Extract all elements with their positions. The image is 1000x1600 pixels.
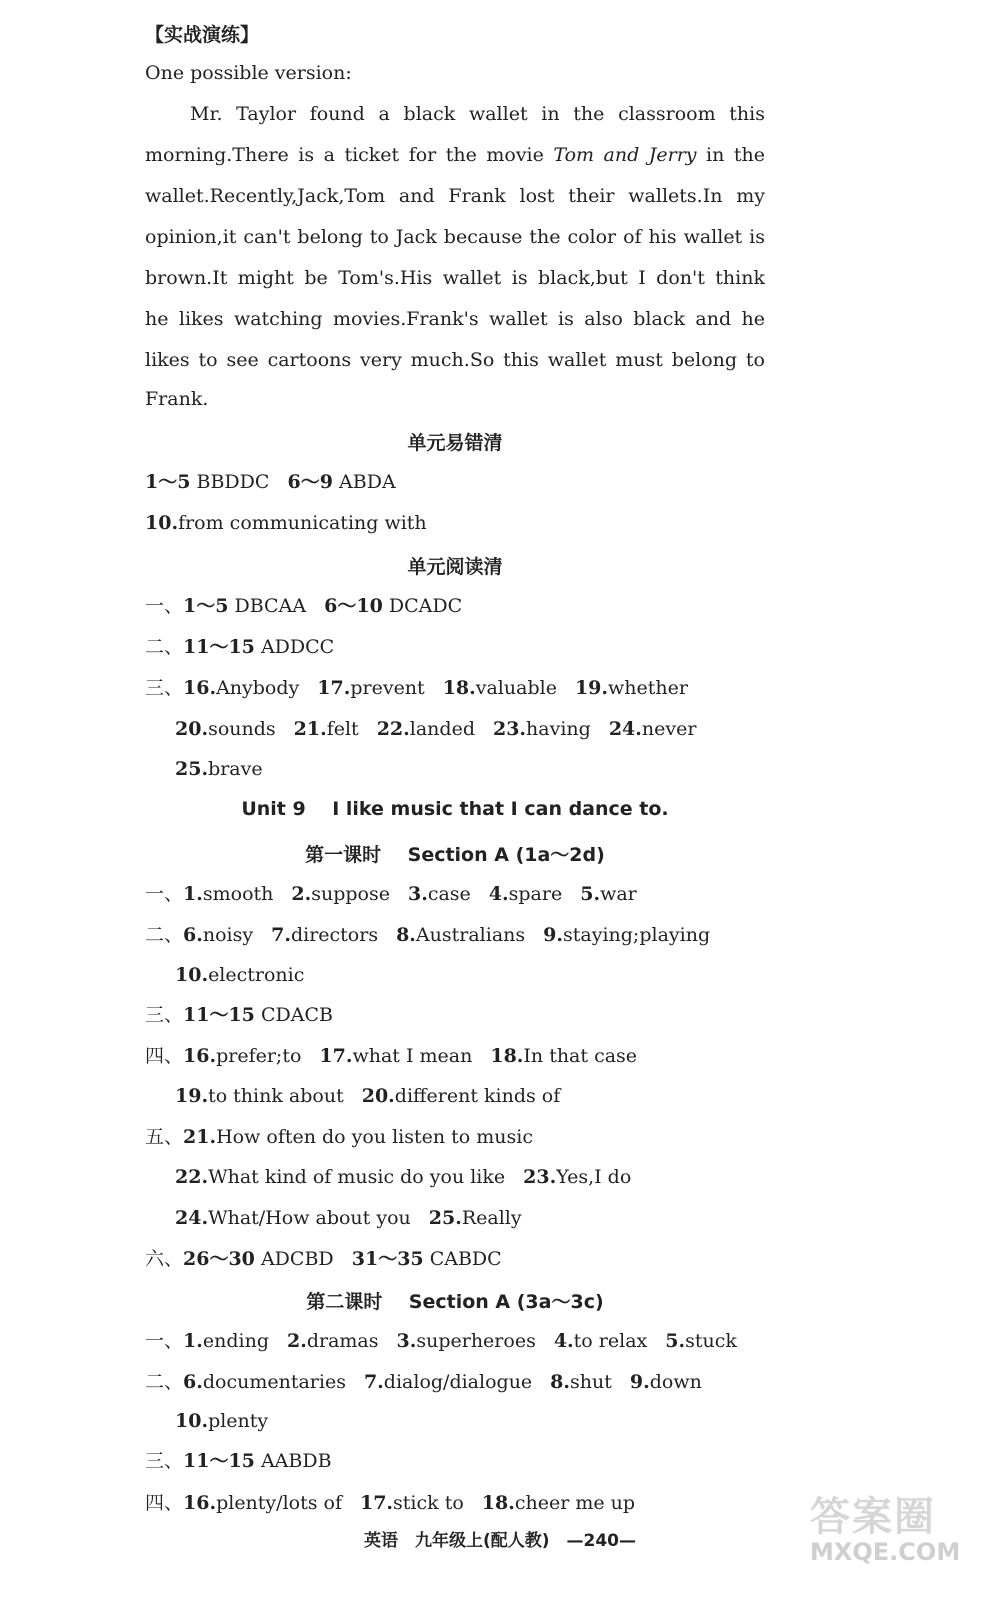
- item-answer: stuck: [685, 1330, 737, 1352]
- item-answer: What kind of music do you like: [208, 1166, 506, 1188]
- item-number: 9.: [543, 924, 563, 946]
- answer-item: [175, 1085, 344, 1107]
- answer-row: 二、6.documentaries 7.dialog/dialogue 8.shut 9.down: [145, 1371, 702, 1393]
- item-answer: dialog/dialogue: [383, 1371, 533, 1393]
- section-title-mistakes: 单元易错清: [407, 432, 503, 454]
- answer-item: [175, 758, 263, 780]
- answer-row: 一、1.ending 2.dramas 3.superheroes 4.to relax 5.stuck: [145, 1330, 737, 1352]
- item-answer: to think about: [208, 1085, 344, 1107]
- item-answer: case: [427, 883, 471, 905]
- answer-item: [291, 883, 390, 905]
- answer-item: [183, 1126, 533, 1148]
- answer-item: [493, 718, 591, 740]
- item-answer: directors: [290, 924, 379, 946]
- page-footer: 英语 九年级上(配人教) —240—: [363, 1531, 637, 1551]
- item-number: 7.: [363, 1371, 384, 1393]
- item-number: 24.: [608, 718, 642, 740]
- answer-row: 一、1.smooth 2.suppose 3.case 4.spare 5.war: [145, 883, 637, 905]
- answer-row: 二、6.noisy 7.directors 8.Australians 9.staying;playing: [145, 924, 711, 946]
- answer-item: [543, 924, 710, 946]
- item-number: 3.: [407, 883, 428, 905]
- answer-item: [175, 718, 276, 740]
- answer-row: [175, 1408, 268, 1434]
- item-number: 5.: [665, 1330, 686, 1352]
- item-answer: having: [526, 718, 591, 740]
- answer-item: [575, 677, 688, 699]
- item-answer: staying;playing: [563, 924, 711, 946]
- item-number: 1.: [183, 883, 203, 905]
- item-answer: valuable: [475, 677, 557, 699]
- item-number: 4.: [488, 883, 509, 905]
- answer-item: [183, 883, 273, 905]
- item-number: 22.: [376, 718, 410, 740]
- watermark-en: MXQE.COM: [810, 1538, 961, 1566]
- answer-item: [665, 1330, 737, 1352]
- item-answer: plenty: [208, 1410, 269, 1432]
- item-number: 22.: [175, 1166, 209, 1188]
- item-answer: shut: [570, 1371, 612, 1393]
- item-answer: suppose: [311, 883, 390, 905]
- item-number: 17.: [359, 1492, 394, 1514]
- item-number: 25.: [428, 1207, 462, 1229]
- answer-row: 五、21.How often do you listen to music: [145, 1126, 534, 1148]
- item-number: 3.: [396, 1330, 417, 1352]
- item-answer: noisy: [202, 924, 254, 946]
- item-number: 16.: [183, 1492, 217, 1514]
- item-number: 2.: [286, 1330, 307, 1352]
- item-answer: plenty/lots of: [216, 1492, 342, 1514]
- passage-line-5: brown.It might be Tom's.His wallet is black,but I don't think: [145, 267, 765, 289]
- unit-title: Unit 9 I like music that I can dance to.: [241, 798, 669, 820]
- item-answer: What/How about you: [208, 1207, 411, 1229]
- answer-item: [408, 883, 471, 905]
- section-heading-practice: 【实战演练】: [145, 24, 260, 46]
- passage-line-1: Mr. Taylor found a black wallet in the classroom this: [190, 103, 765, 125]
- item-number: 1.: [183, 1330, 203, 1352]
- watermark-cn: 答案圈: [810, 1494, 936, 1540]
- answer-item: [175, 1207, 411, 1229]
- answer-item: [443, 677, 557, 699]
- item-answer: prefer;to: [216, 1045, 302, 1067]
- passage-line-6: he likes watching movies.Frank's wallet is also black and he: [145, 308, 765, 330]
- item-number: 18.: [490, 1045, 524, 1067]
- answer-row: 10.from communicating with: [145, 512, 427, 534]
- item-number: 19.: [175, 1085, 209, 1107]
- item-number: 21.: [183, 1126, 217, 1148]
- item-number: 23.: [523, 1166, 557, 1188]
- item-answer: felt: [326, 718, 359, 740]
- item-answer: cheer me up: [514, 1492, 636, 1514]
- answer-item: [550, 1371, 612, 1393]
- answer-item: [429, 1207, 522, 1229]
- answer-item: [183, 677, 299, 699]
- answer-item: [489, 883, 562, 905]
- item-number: 10.: [175, 1410, 209, 1432]
- movie-title: Tom and Jerry: [553, 144, 697, 166]
- item-answer: down: [649, 1371, 702, 1393]
- answer-item: [319, 1045, 472, 1067]
- item-answer: smooth: [202, 883, 274, 905]
- item-answer: documentaries: [202, 1371, 346, 1393]
- item-answer: what I mean: [352, 1045, 473, 1067]
- answer-item: [490, 1045, 637, 1067]
- answer-row: [175, 962, 304, 988]
- answer-item: [183, 1492, 342, 1514]
- answer-item: [271, 924, 378, 946]
- answer-item: [175, 1166, 505, 1188]
- answer-item: [317, 677, 424, 699]
- item-answer: Anybody: [216, 677, 300, 699]
- answer-row: 1～5 BBDDC 6～9 ABDA: [145, 471, 396, 493]
- item-number: 24.: [175, 1207, 209, 1229]
- item-answer: never: [641, 718, 697, 740]
- item-number: 17.: [317, 677, 351, 699]
- item-number: 18.: [442, 677, 476, 699]
- answer-row: 三、11～15 CDACB: [145, 1004, 333, 1026]
- answer-item: [580, 883, 637, 905]
- item-number: 2.: [291, 883, 312, 905]
- answer-row: 二、11～15 ADDCC: [145, 636, 335, 658]
- item-answer: superheroes: [416, 1330, 536, 1352]
- item-number: 8.: [396, 924, 416, 946]
- item-number: 6.: [183, 1371, 203, 1393]
- answer-item: [377, 718, 475, 740]
- answer-item: [183, 924, 253, 946]
- answer-row: 四、16.plenty/lots of 17.stick to 18.cheer me up: [145, 1492, 636, 1514]
- passage-line-7: likes to see cartoons very much.So this wallet must belong to: [145, 349, 765, 371]
- answer-row: [175, 1164, 631, 1190]
- answer-item: [630, 1371, 702, 1393]
- lesson-title-2: 第二课时 Section A (3a～3c): [306, 1291, 604, 1313]
- item-number: 9.: [629, 1371, 650, 1393]
- answer-item: [523, 1166, 631, 1188]
- item-number: 23.: [492, 718, 527, 740]
- passage-line-8: Frank.: [145, 388, 209, 410]
- answer-row: 一、1～5 DBCAA 6～10 DCADC: [145, 595, 463, 617]
- answer-item: [175, 964, 304, 986]
- item-answer: spare: [508, 883, 563, 905]
- answer-item: [183, 1330, 269, 1352]
- answer-row: [175, 1205, 522, 1231]
- item-number: 20.: [361, 1085, 395, 1107]
- answer-item: [183, 1045, 301, 1067]
- item-answer: dramas: [306, 1330, 379, 1352]
- answer-item: [183, 1371, 346, 1393]
- answer-row: [175, 716, 696, 742]
- answer-row: [175, 1083, 560, 1109]
- answer-item: [482, 1492, 635, 1514]
- item-number: 7.: [271, 924, 291, 946]
- answer-row: 六、26～30 ADCBD 31～35 CABDC: [145, 1248, 502, 1270]
- answer-item: [294, 718, 359, 740]
- item-answer: whether: [608, 677, 688, 699]
- answer-row: 三、11～15 AABDB: [145, 1450, 332, 1472]
- answer-item: [397, 1330, 536, 1352]
- passage-line-3: wallet.Recently,Jack,Tom and Frank lost their wallets.In my: [145, 185, 765, 207]
- watermark-logo: [810, 1485, 975, 1590]
- item-number: 20.: [175, 718, 209, 740]
- item-number: 6.: [183, 924, 203, 946]
- answer-row: 四、16.prefer;to 17.what I mean 18.In that case: [145, 1045, 638, 1067]
- answer-row: [175, 756, 263, 782]
- answer-item: [362, 1085, 561, 1107]
- item-answer: Yes,I do: [556, 1166, 632, 1188]
- item-number: 4.: [553, 1330, 574, 1352]
- item-answer: Really: [461, 1207, 522, 1229]
- item-number: 19.: [574, 677, 608, 699]
- item-answer: to relax: [573, 1330, 648, 1352]
- section-title-reading: 单元阅读清: [407, 556, 503, 578]
- item-number: 21.: [293, 718, 327, 740]
- answer-item: [287, 1330, 379, 1352]
- item-number: 16.: [183, 677, 217, 699]
- answer-item: [396, 924, 525, 946]
- answer-item: [609, 718, 697, 740]
- lesson-title-1: 第一课时 Section A (1a～2d): [305, 844, 605, 866]
- item-answer: How often do you listen to music: [216, 1126, 534, 1148]
- item-answer: ending: [202, 1330, 269, 1352]
- item-answer: electronic: [208, 964, 305, 986]
- item-answer: sounds: [208, 718, 276, 740]
- item-number: 17.: [319, 1045, 353, 1067]
- item-number: 10.: [175, 964, 209, 986]
- item-number: 18.: [481, 1492, 515, 1514]
- answer-item: [554, 1330, 647, 1352]
- item-answer: brave: [208, 758, 263, 780]
- item-number: 16.: [183, 1045, 217, 1067]
- item-answer: landed: [409, 718, 475, 740]
- item-number: 8.: [550, 1371, 571, 1393]
- answer-item: [175, 1410, 268, 1432]
- item-answer: different kinds of: [394, 1085, 561, 1107]
- item-answer: Australians: [415, 924, 526, 946]
- answer-item: [364, 1371, 532, 1393]
- intro-line: One possible version:: [145, 62, 352, 84]
- passage-line-4: opinion,it can't belong to Jack because the color of his wallet is: [145, 226, 765, 248]
- item-number: 25.: [175, 758, 209, 780]
- item-number: 5.: [580, 883, 601, 905]
- item-answer: In that case: [523, 1045, 638, 1067]
- item-answer: stick to: [393, 1492, 464, 1514]
- passage-line-2: morning.There is a ticket for the movie Tom and Jerry in the: [145, 144, 765, 166]
- answer-row: 三、16.Anybody 17.prevent 18.valuable 19.whether: [145, 677, 688, 699]
- answer-item: [360, 1492, 464, 1514]
- item-answer: war: [600, 883, 637, 905]
- item-answer: prevent: [350, 677, 425, 699]
